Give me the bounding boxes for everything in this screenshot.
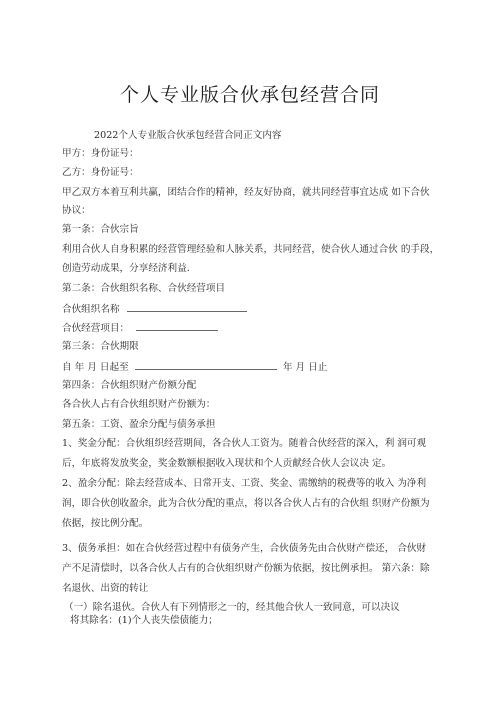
paragraph-line: 润，即合伙创收盈余，此为合伙分配的重点，将以各合伙人占有的合伙组 织财产份额为: [62, 498, 430, 509]
paragraph-line: 协议：: [62, 205, 91, 216]
document-subtitle: 2022个人专业版合伙承包经营合同正文内容: [94, 130, 282, 141]
paragraph-line: 各合伙人占有合伙组织财产份额为：: [62, 399, 216, 410]
term-start: 自 年 月 日起至: [62, 362, 129, 373]
paragraph-line: 乙方：身份证号：: [62, 167, 139, 178]
document-title: 个人专业版合伙承包经营合同: [119, 84, 380, 106]
paragraph-line: 将其除名：(1)个人丧失偿债能力；: [70, 615, 218, 626]
paragraph-line: 利用合伙人自身积累的经营管理经验和人脉关系，共同经营，使合伙人通过合伙 的手段，: [62, 244, 440, 255]
paragraph-line: 第一条：合伙宗旨: [62, 224, 139, 235]
paragraph-line: 第四条：合伙组织财产份额分配: [62, 380, 197, 391]
paragraph-line: 第二条：合伙组织名称、合伙经营项目: [62, 283, 226, 294]
paragraph-line: 后，年底将发放奖金，奖金数额根据收入现状和个人贡献经合伙人会议决 定。: [62, 458, 392, 469]
business-project-label: 合伙经营项目：: [62, 323, 130, 334]
paragraph-line: 第三条：合伙期限: [62, 341, 139, 352]
paragraph-line: 产不足清偿时，以各合伙人占有的合伙组织财产份额为依据，按比例承担。 第六条：除: [62, 563, 430, 574]
paragraph-line: 创造劳动成果，分享经济利益.: [62, 263, 190, 274]
business-project-blank: [136, 320, 218, 331]
partnership-name-blank: [127, 301, 247, 312]
paragraph-line: 2、盈余分配：除去经营成本、日常开支、工资、奖金、需缴纳的税费等的收入 为净利: [62, 478, 427, 489]
partnership-name-label: 合伙组织名称: [62, 304, 120, 315]
paragraph-line: 甲乙双方本着互利共赢，团结合作的精神，经友好协商，就共同经营事宜达成 如下合伙: [62, 187, 430, 198]
paragraph-line: 1、奖金分配：合伙组织经营期间，各合伙人工资为。随着合伙经营的深入，利 润可观: [62, 438, 427, 449]
business-project-row: [62, 320, 442, 335]
paragraph-line: 依据，按比例分配。: [62, 518, 149, 529]
partnership-name-row: [62, 301, 442, 316]
term-row: [62, 359, 442, 374]
paragraph-line: 3、债务承担：如在合伙经营过程中有债务产生，合伙债务先由合伙财产偿还， 合伙财: [62, 543, 427, 554]
term-end: 年 月 日止: [282, 362, 328, 373]
term-blank: [135, 359, 277, 370]
paragraph-line: 名退伙、出资的转让: [62, 583, 149, 594]
paragraph-line: 第五条：工资、盈余分配与债务承担: [62, 419, 216, 430]
paragraph-line: 甲方：身份证号：: [62, 148, 139, 159]
paragraph-line: （一）除名退伙。合伙人有下列情形之一的，经其他合伙人一致同意，可以决议: [64, 602, 400, 613]
